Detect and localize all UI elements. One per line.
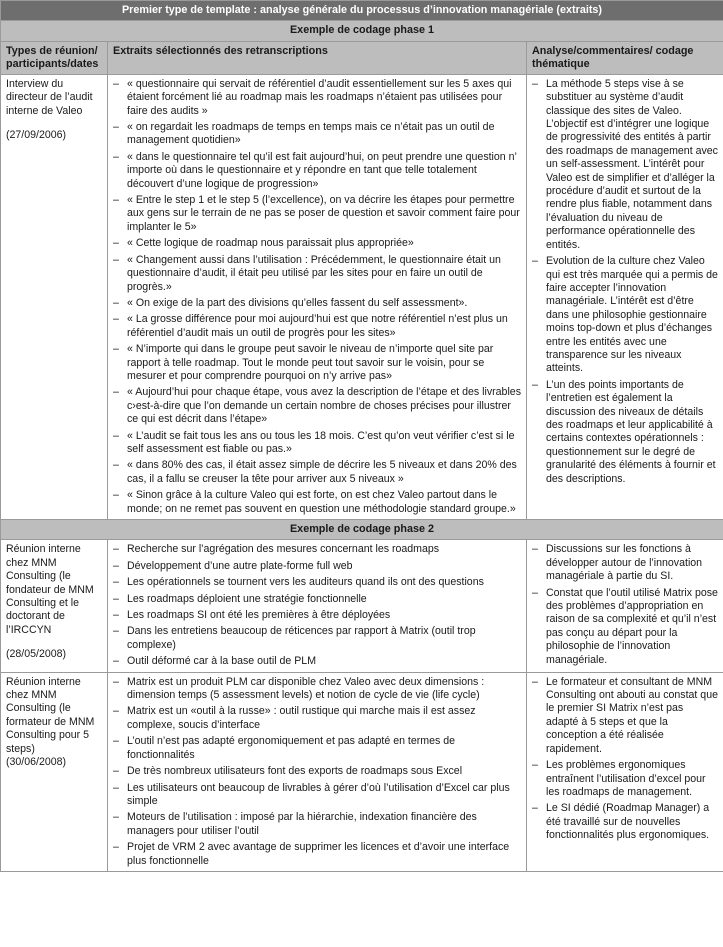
table-row (1, 540, 723, 672)
analysis-item: – Discussions sur les fonctions à développer autour de l’innovation managériale à partie du SI. (532, 543, 718, 583)
extract-item: – Moteurs de l’utilisation : imposé par la hiérarchie, indexation financière des managers pour utiliser l’outil (113, 811, 521, 838)
analysis-item: – Les problèmes ergonomiques entraînent l’utilisation d’excel pour les roadmaps de management. (532, 759, 718, 799)
analysis-cell (527, 74, 723, 519)
analysis-cell (527, 540, 723, 672)
extract-item: – Dans les entretiens beaucoup de réticences par rapport à Matrix (outil trop complexe) (113, 625, 521, 652)
extract-item: – Les roadmaps déploient une stratégie fonctionnelle (113, 593, 521, 606)
extract-item: – « On exige de la part des divisions qu’elles fassent du self assessment». (113, 297, 521, 310)
meeting-cell (1, 74, 108, 519)
extract-item: – « N’importe qui dans le groupe peut savoir le niveau de n’importe quel site par rapport à telle roadmap. Tout le monde peut tout savoir sur le voisin, pour se mesurer et pour comprendre pourquoi on n’y arrive pas» (113, 343, 521, 383)
meeting-cell (1, 540, 108, 672)
header-extracts: Extraits sélectionnés des retranscriptions (108, 41, 527, 74)
extract-item: – « L’audit se fait tous les ans ou tous les 18 mois. C’est qu’on veut vérifier c’est si le self assessment est fiable ou pas.» (113, 430, 521, 457)
extract-item: – « Cette logique de roadmap nous paraissait plus appropriée» (113, 237, 521, 250)
extract-item: – Recherche sur l’agrégation des mesures concernant les roadmaps (113, 543, 521, 556)
extract-item: – « Aujourd’hui pour chaque étape, vous avez la description de l’étape et des livrables c›est-à-dire que l’on demande un certain nombre de choses précises pour illustrer ce qui est décrit dans l’étape» (113, 386, 521, 426)
extract-item: – Projet de VRM 2 avec avantage de supprimer les licences et d’avoir une interface plus fonctionnelle (113, 841, 521, 868)
extract-item: – Développement d’une autre plate-forme full web (113, 560, 521, 573)
extract-item: – Les utilisateurs ont beaucoup de livrables à gérer d’où l’utilisation d’Excel car plus simple (113, 782, 521, 809)
extract-item: – « on regardait les roadmaps de temps en temps mais ce n’était pas un outil de management quotidien» (113, 121, 521, 148)
meeting-description: Réunion interne chez MNM Consulting (le fondateur de MNM Consulting et le doctorant de l’IRCCYN (6, 543, 94, 636)
meeting-cell (1, 672, 108, 871)
extract-item: – « questionnaire qui servait de référentiel d’audit essentiellement sur les 5 axes qui étaient forcément lié au roadmap mais les roadmaps n’étaient pas utilisées pour faire des audits » (113, 78, 521, 118)
extract-item: – « Changement aussi dans l’utilisation : Précédemment, le questionnaire était un questionnaire d’audit, il était peu utilisé par les sites pour en faire un outil de progrès.» (113, 254, 521, 294)
extract-item: – Outil déformé car à la base outil de PLM (113, 655, 521, 668)
table-title: Premier type de template : analyse générale du processus d’innovation managériale (extraits) (1, 1, 723, 21)
analysis-item: – La méthode 5 steps vise à se substituer au système d’audit classique des sites de Valeo. L’objectif est d’intégrer une logique de progressivité des entités à partir des roadmaps de management avec un self-assessment. L’intérêt pour Valeo est de simplifier et d’alléger la procédure d’audit et surtout de la rendre plus fiable, notamment dans l’évaluation du niveau de performance opérationnelle des entités. (532, 78, 718, 252)
meeting-description: Interview du directeur de l’audit interne de Valeo (6, 77, 93, 117)
table-row (1, 74, 723, 519)
meeting-date: (30/06/2008) (6, 756, 67, 769)
extracts-cell (108, 74, 527, 519)
meeting-date: (28/05/2008) (6, 648, 67, 661)
extracts-cell (108, 672, 527, 871)
extracts-cell (108, 540, 527, 672)
extract-item: – Les roadmaps SI ont été les premières à être déployées (113, 609, 521, 622)
extract-item: – « Entre le step 1 et le step 5 (l’excellence), on va décrire les étapes pour permettre aux gens sur le terrain de ne pas se poser de question et savoir comment faire pour implanter le 5» (113, 194, 521, 234)
extract-item: – « dans 80% des cas, il était assez simple de décrire les 5 niveaux et dans 20% des cas, il a fallu se creuser la tête pour arriver aux 5 niveaux » (113, 459, 521, 486)
extract-item: – « Sinon grâce à la culture Valeo qui est forte, on est chez Valeo partout dans le monde; on ne remet pas souvent en question une méthodologie standard groupe.» (113, 489, 521, 516)
extract-item: – Matrix est un «outil à la russe» : outil rustique qui marche mais il est assez complexe, soucis d’interface (113, 705, 521, 732)
extract-item: – Matrix est un produit PLM car disponible chez Valeo avec deux dimensions : dimension temps (5 assessment levels) et notion de cycle de vie (life cycle) (113, 676, 521, 703)
meeting-description: Réunion interne chez MNM Consulting (le formateur de MNM Consulting pour 5 steps) (6, 675, 95, 755)
analysis-item: – L’un des points importants de l’entretien est également la discussion des niveaux de détails des roadmaps et leur applicabilité à certains contextes opérationnels : questionnement sur le degré de granularité des éléments à fournir et des descriptions. (532, 379, 718, 486)
header-meeting-type: Types de réunion/ participants/dates (1, 41, 108, 74)
extract-item: – Les opérationnels se tournent vers les auditeurs quand ils ont des questions (113, 576, 521, 589)
extract-item: – L’outil n’est pas adapté ergonomiquement et pas adapté en termes de fonctionnalités (113, 735, 521, 762)
extract-item: – « dans le questionnaire tel qu’il est fait aujourd’hui, on peut prendre une question n’ importe où dans le questionnaire et y répondre en tant que telle totalement découvert d’une logique de progression» (113, 151, 521, 191)
analysis-item: – Le formateur et consultant de MNM Consulting ont abouti au constat que le premier SI Matrix n’est pas adapté à 5 steps et que la conception a été réalisée rapidement. (532, 676, 718, 756)
analysis-cell (527, 672, 723, 871)
extract-item: – De très nombreux utilisateurs font des exports de roadmaps sous Excel (113, 765, 521, 778)
header-analysis: Analyse/commentaires/ codage thématique (527, 41, 723, 74)
meeting-date: (27/09/2006) (6, 129, 67, 142)
table-row (1, 672, 723, 871)
analysis-item: – Constat que l’outil utilisé Matrix pose des problèmes d’appropriation en raison de sa complexité et qu’il n’est pas conçu au départ pour la philosophie de l’innovation managériale. (532, 587, 718, 667)
phase1-label: Exemple de codage phase 1 (1, 21, 723, 41)
phase2-label: Exemple de codage phase 2 (1, 520, 723, 540)
analysis-item: – Evolution de la culture chez Valeo qui est très marquée qui a permis de faire accepter l’innovation managériale. L’intérêt est d’être dans une philosophie gestionnaire moins top-down et plus d’échanges entre les entités avec une transparence sur les niveaux atteints. (532, 255, 718, 376)
analysis-item: – Le SI dédié (Roadmap Manager) a été travaillé sur de nouvelles fonctionnalités plus ergonomiques. (532, 802, 718, 842)
extract-item: – « La grosse différence pour moi aujourd’hui est que notre référentiel n’est plus un référentiel d’audit mais un outil de progrès pour les sites» (113, 313, 521, 340)
